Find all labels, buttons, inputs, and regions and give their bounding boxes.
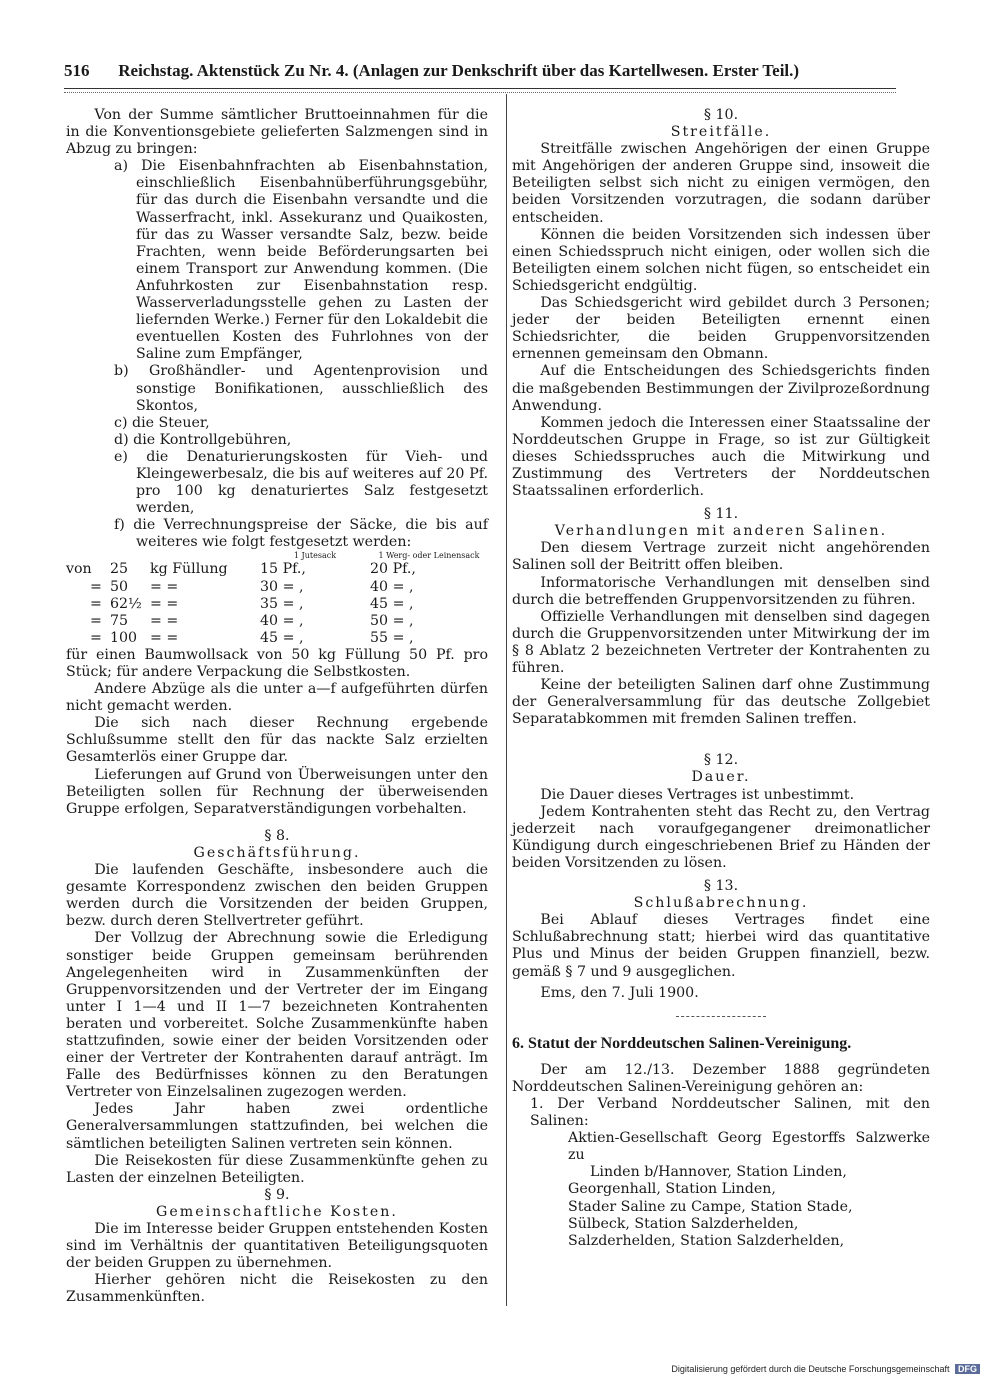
running-title: Reichstag. Aktenstück Zu Nr. 4. (Anlagen zur Denkschrift über das Kartellwesen. Erster Teil.) bbox=[118, 61, 800, 80]
paragraph: Jedem Kontrahenten steht das Recht zu, den Vertrag jederzeit nach voraufgegangener dreimonatlicher Kündigung durch eingeschriebenen Brief zu Händen der beiden Vorsitzenden zu lösen. bbox=[512, 803, 930, 871]
baumwollsack-paragraph: für einen Baumwollsack von 50 kg Füllung 50 Pf. pro Stück; für andere Verpackung die Selbstkosten. bbox=[66, 646, 488, 680]
paragraph: Jedes Jahr haben zwei ordentliche Generalversammlungen stattzufinden, bei welchen die sämtlichen beteiligten Salinen vertreten sein können. bbox=[66, 1101, 488, 1152]
paragraph: Hierher gehören nicht die Reisekosten zu den Zusammenkünften. bbox=[66, 1272, 488, 1306]
section-title: Streitfälle. bbox=[670, 124, 772, 141]
section-title: Verhandlungen mit anderen Salinen. bbox=[554, 523, 888, 540]
footer-text: Digitalisierung gefördert durch die Deutsche Forschungsgemeinschaft bbox=[671, 1364, 950, 1374]
paragraph: Offizielle Verhandlungen mit denselben sind dagegen durch die Gruppenvorsitzenden unter Mitwirkung der im § 8 Ablatz 2 bezeichneten Vertreter der Kontrahenten zu führen. bbox=[512, 608, 930, 676]
list-item: Sülbeck, Station Salzderhelden, bbox=[568, 1215, 799, 1232]
list-item: Stader Saline zu Campe, Station Stade, bbox=[568, 1198, 853, 1215]
section-number: § 9. bbox=[264, 1186, 290, 1203]
list-item: Linden b/Hannover, Station Linden, bbox=[590, 1164, 847, 1181]
section-title: Gemeinschaftliche Kosten. bbox=[156, 1203, 398, 1220]
section-number: § 11. bbox=[703, 506, 739, 523]
section-title: Schlußabrechnung. bbox=[633, 895, 809, 912]
paragraph: Den diesem Vertrage zurzeit nicht angehörenden Salinen soll der Beitritt offen bleiben. bbox=[512, 540, 930, 574]
paragraph: Der am 12./13. Dezember 1888 gegründeten Norddeutschen Salinen-Vereinigung gehören an: bbox=[512, 1061, 930, 1095]
section-title: Dauer. bbox=[691, 769, 751, 786]
section-title: Geschäftsführung. bbox=[193, 844, 361, 861]
table-row: = 62½ = = 35 = , 45 = , bbox=[90, 595, 414, 612]
intro-paragraph: Von der Summe sämtlicher Bruttoeinnahmen für die in die Konventionsgebiete gelieferten Salzmengen sind in Abzug zu bringen: bbox=[66, 107, 488, 158]
paragraph: Kommen jedoch die Interessen einer Staatssaline der Norddeutschen Gruppe in Frage, so ist zur Gültigkeit dieses Schiedsspruches auch die Mitwirkung und Zustimmung des Vertreters der Norddeutschen Staatssalinen erforderlich. bbox=[512, 414, 930, 500]
section-number: § 8. bbox=[264, 827, 290, 844]
paragraph: Können die beiden Vorsitzenden sich indessen über einen Schiedsspruch nicht einigen, oder wollen sich die Beteiligten einem solchen nicht fügen, so entscheidet ein Schiedsgericht endgültig. bbox=[512, 226, 930, 294]
paragraph: Die im Interesse beider Gruppen entstehenden Kosten sind im Verhältnis der quantitativen Beteiligungsquoten der beiden Gruppen zu übernehmen. bbox=[66, 1221, 488, 1272]
table-head-werg: 1 Werg- oder Leinensack bbox=[378, 551, 480, 561]
paragraph: Streitfälle zwischen Angehörigen der einen Gruppe mit Angehörigen der anderen Gruppe sind, insoweit die Beteiligten selbst sich nicht zu einigen vermögen, den beiden Vorsitzenden vorzutragen, die sodann darüber entscheiden. bbox=[512, 141, 930, 226]
list-item-d: d) die Kontrollgebühren, bbox=[114, 431, 292, 448]
saline-list bbox=[512, 1130, 930, 1250]
dfg-logo: DFG bbox=[955, 1364, 980, 1374]
table-head-jute: 1 Jutesack bbox=[293, 551, 337, 561]
paragraph: Die sich nach dieser Rechnung ergebende Schlußsumme stellt den für das nackte Salz erzielten Gesamterlös einer Gruppe dar. bbox=[66, 715, 488, 766]
paragraph: Keine der beteiligten Salinen darf ohne Zustimmung der Generalversammlung für das deutsche Zollgebiet Separatabkommen mit fremden Salinen treffen. bbox=[512, 677, 930, 728]
list-item-c: c) die Steuer, bbox=[114, 414, 210, 431]
section-separator bbox=[676, 1016, 766, 1017]
paragraph: Die laufenden Geschäfte, insbesondere auch die gesamte Korrespondenz zwischen den beiden Gruppen werden durch die Vorsitzenden der beiden Gruppen, bezw. durch deren Stellvertreter geführt. bbox=[66, 862, 488, 930]
list-item: Salzderhelden, Station Salzderhelden, bbox=[568, 1232, 845, 1249]
page-header bbox=[64, 61, 894, 85]
date-line: Ems, den 7. Juli 1900. bbox=[540, 984, 699, 1001]
section-number: § 13. bbox=[703, 878, 739, 895]
paragraph: Informatorische Verhandlungen mit denselben sind durch die betreffenden Gruppenvorsitzenden zu führen. bbox=[512, 574, 930, 608]
list-item-e: e) die Denaturierungskosten für Vieh- und Kleingewerbesalz, die bis auf weiteres auf 20 Pf. pro 100 kg denaturiertes Salz festgesetzt werden, bbox=[114, 448, 488, 517]
statute-heading: 6. Statut der Norddeutschen Salinen-Vereinigung. bbox=[512, 1034, 852, 1052]
table-row: = 100 = = 45 = , 55 = , bbox=[90, 629, 414, 646]
paragraph: Die Dauer dieses Vertrages ist unbestimmt. bbox=[540, 786, 855, 803]
digitization-footer bbox=[671, 1364, 980, 1374]
section-number: § 10. bbox=[703, 107, 739, 123]
section-number: § 12. bbox=[703, 752, 739, 769]
list-item: Aktien-Gesellschaft Georg Egestorffs Salzwerke zu bbox=[568, 1130, 930, 1164]
table-row: = 50 = = 30 = , 40 = , bbox=[90, 578, 414, 595]
list-item: Georgenhall, Station Linden, bbox=[568, 1181, 776, 1198]
paragraph: Das Schiedsgericht wird gebildet durch 3 Personen; jeder der beiden Beteiligten ernennt einen Schiedsrichter, die beiden Gruppenvorsitzenden ernennen gemeinsam den Obmann. bbox=[512, 295, 930, 363]
list-item-b: b) Großhändler- und Agentenprovision und sonstige Bonifikationen, ausschließlich des Skontos, bbox=[114, 363, 488, 414]
sack-price-table bbox=[66, 551, 488, 646]
paragraph: Andere Abzüge als die unter a—f aufgeführten dürfen nicht gemacht werden. bbox=[66, 681, 488, 715]
list-item: 1. Der Verband Norddeutscher Salinen, mit den Salinen: bbox=[530, 1095, 930, 1130]
table-row: von 25 kg Füllung 15 Pf., 20 Pf., bbox=[66, 561, 416, 578]
page-number: 516 bbox=[64, 61, 90, 80]
paragraph: Bei Ablauf dieses Vertrages findet eine Schlußabrechnung statt; hierbei wird das quantitative Plus und Minus der beiden Gruppen finanziell, bezw. gemäß § 7 und 9 ausgeglichen. bbox=[512, 912, 930, 980]
paragraph: Der Vollzug der Abrechnung sowie die Erledigung sonstiger beide Gruppen gemeinsam berührenden Angelegenheiten wird in Zusammenkünften der Gruppenvorsitzenden und der Vertreter der im Eingang unter I 1—4 und II 1—7 bezeichneten Kontrahenten beraten und vorbereitet. Solche Zusammenkünfte haben stattzufinden, sowie einer der beiden Vorsitzenden oder einer der Vertreter der Kontrahenten darauf anträgt. Im Falle des Bedürfnisses können zu den Beratungen Vertreter von Einzelsalinen zugezogen werden. bbox=[66, 930, 488, 1101]
paragraph: Auf die Entscheidungen des Schiedsgerichts finden die maßgebenden Bestimmungen der Zivilprozeßordnung Anwendung. bbox=[512, 363, 930, 414]
column-divider bbox=[506, 94, 507, 1306]
table-row: = 75 = = 40 = , 50 = , bbox=[90, 612, 414, 629]
list-item-f: f) die Verrechnungspreise der Säcke, die bis auf weiteres wie folgt festgesetzt werden: bbox=[114, 517, 488, 551]
right-column bbox=[512, 107, 930, 1250]
list-item-a: a) Die Eisenbahnfrachten ab Eisenbahnstation, einschließlich Eisenbahnüberführungsgebühr, für das durch die Eisenbahn versandte und die Wasserfracht, inkl. Assekuranz und Quaikosten, für das zu Wasser versandte Salz, bezw. beide Frachten, wenn beide Beförderungsarten bei einem Transport zur Anwendung kommen. (Die Anfuhrkosten zur Eisenbahnstation resp. Wasserverladungsstelle gehen zu Lasten der liefernden Werke.) Ferner für den Lokaldebit die eventuellen Kosten des Fuhrlohnes von der Saline zum Empfänger, bbox=[114, 158, 488, 363]
header-rule-dotted bbox=[64, 92, 896, 93]
left-column bbox=[66, 107, 488, 1306]
header-rule bbox=[64, 88, 896, 89]
paragraph: Die Reisekosten für diese Zusammenkünfte gehen zu Lasten der einzelnen Beteiligten. bbox=[66, 1152, 488, 1186]
paragraph: Lieferungen auf Grund von Überweisungen unter den Beteiligten sollen für Rechnung der überweisenden Gruppe erfolgen, Separatverständigungen vorbehalten. bbox=[66, 766, 488, 817]
